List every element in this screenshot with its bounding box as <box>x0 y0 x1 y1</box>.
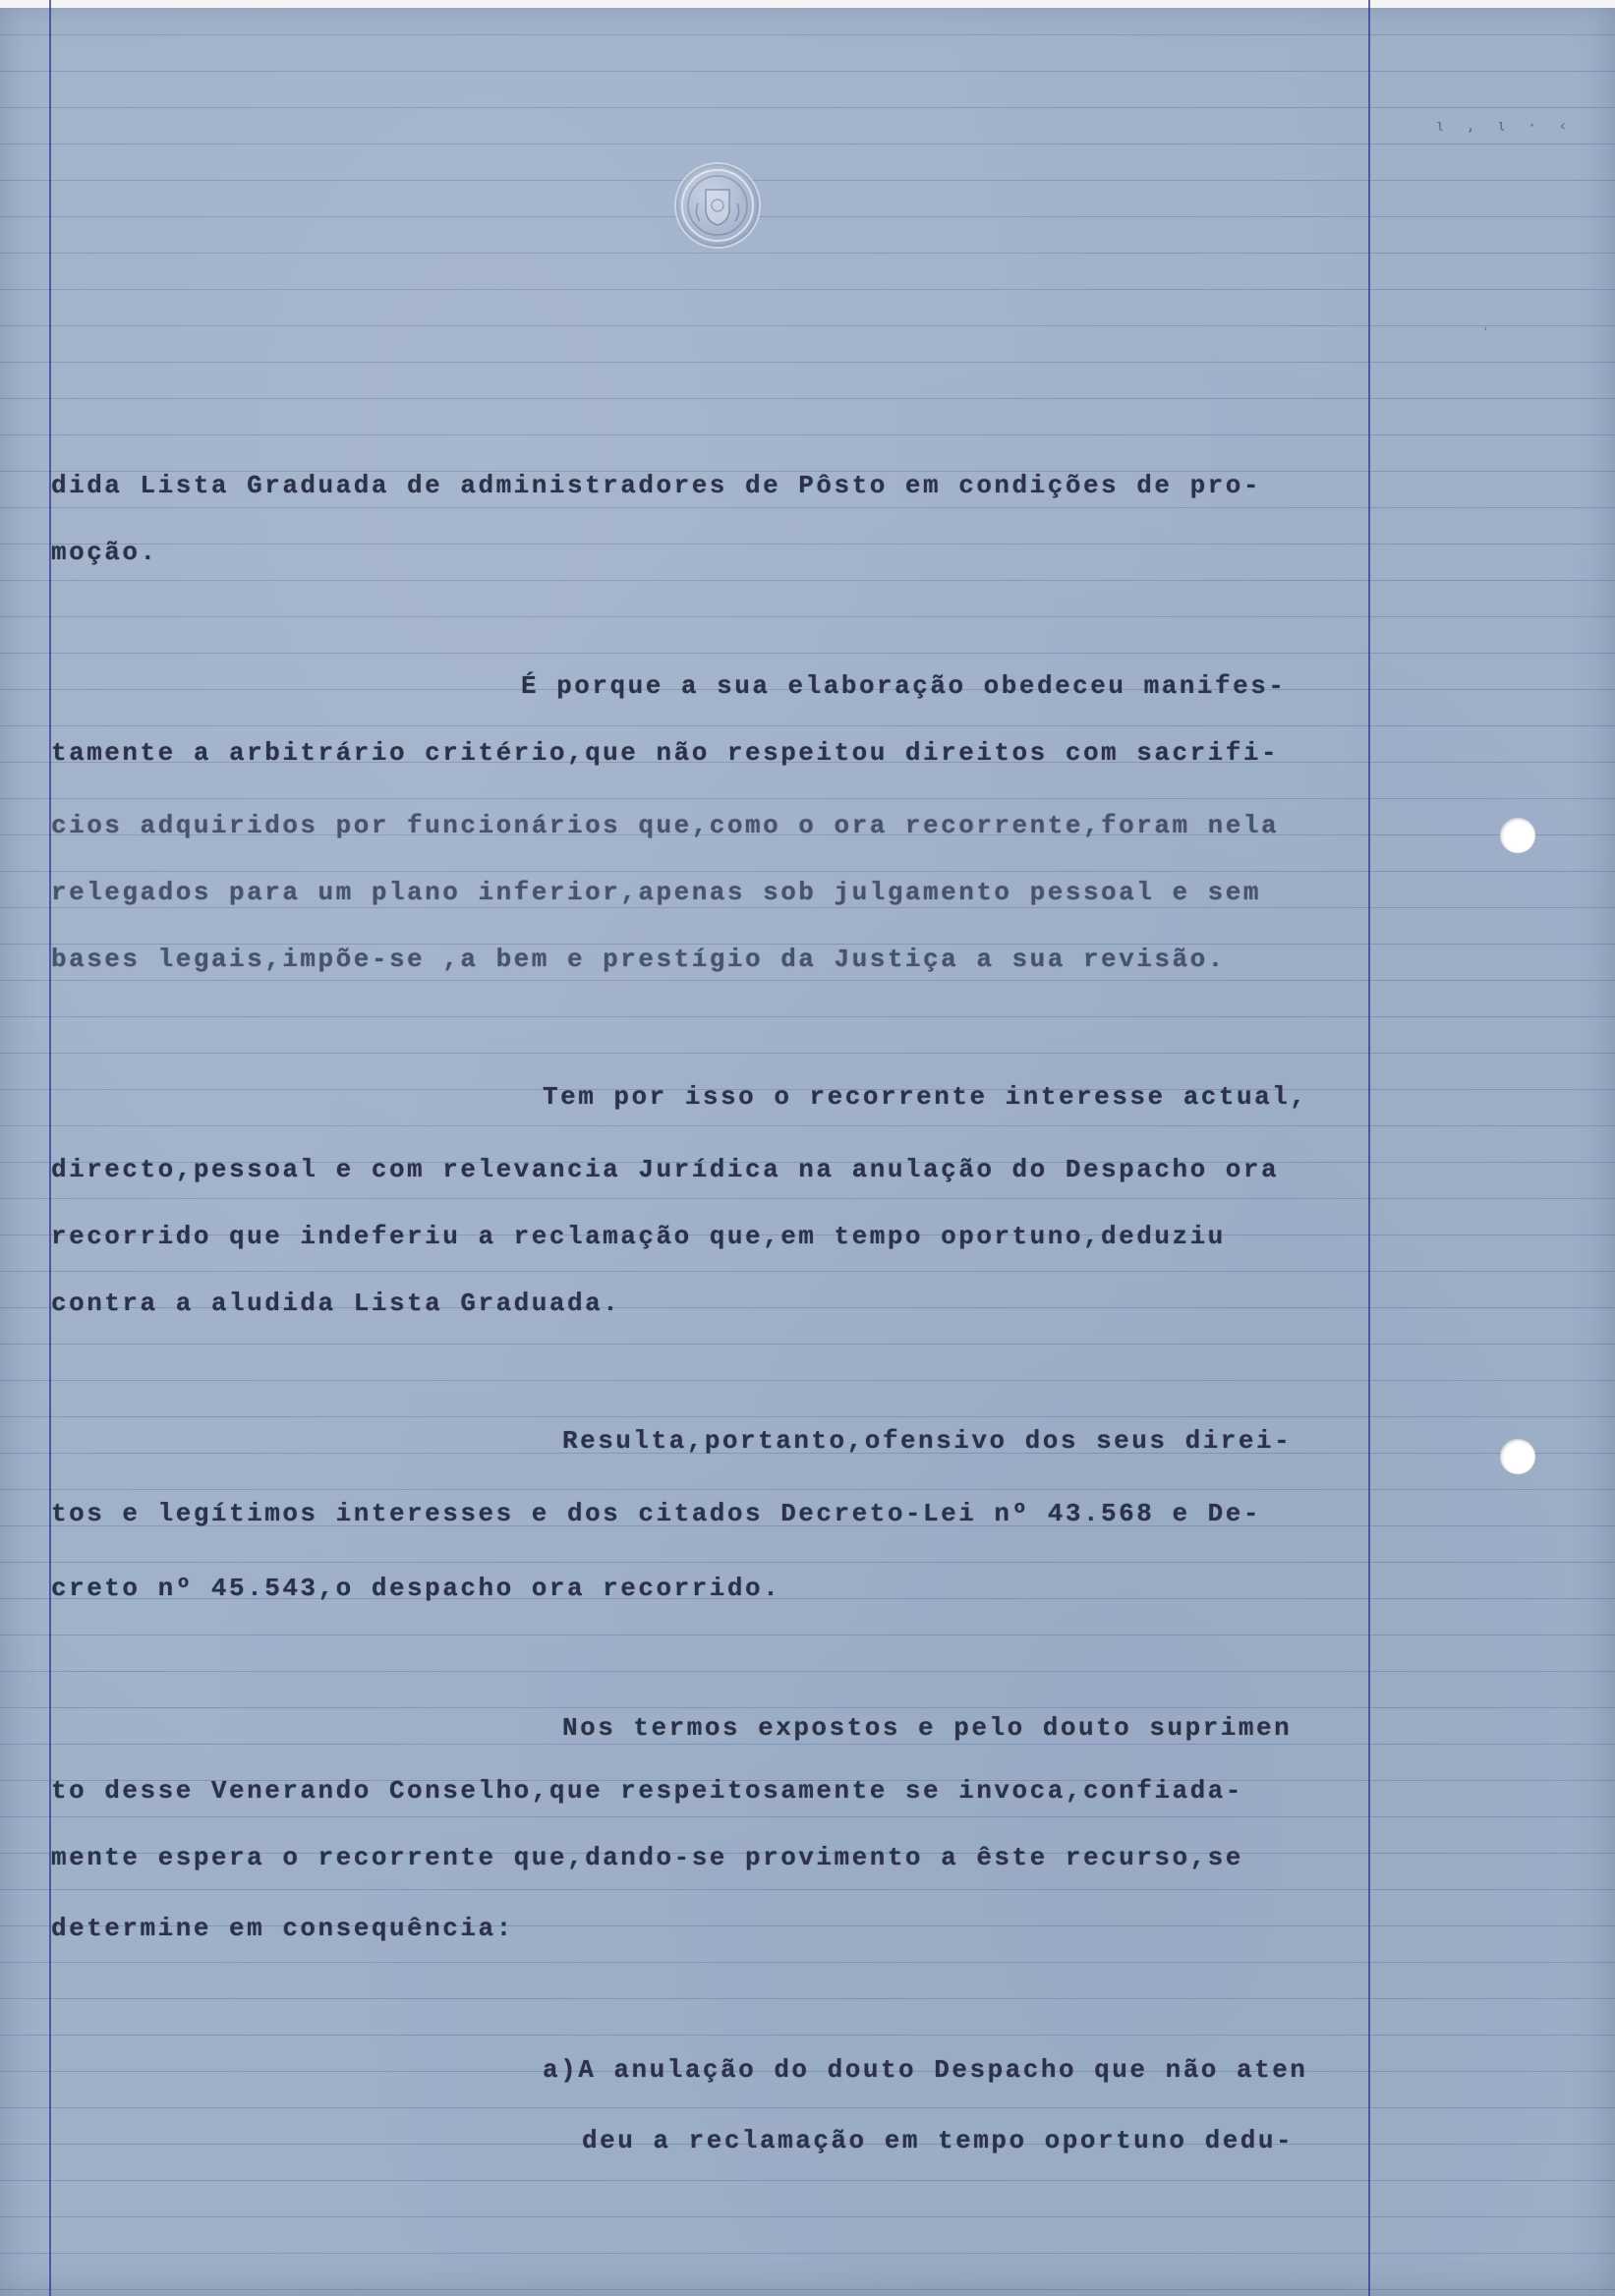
text-line: to desse Venerando Conselho,que respeitosamente se invoca,confiada- <box>51 1776 1243 1806</box>
text-line: cios adquiridos por funcionários que,como o ora recorrente,foram nela <box>51 811 1280 840</box>
text-line: Resulta,portanto,ofensivo dos seus direi- <box>562 1426 1293 1456</box>
punch-hole-lower <box>1500 1439 1535 1474</box>
right-margin-line <box>1368 0 1370 2296</box>
text-line: a)A anulação do douto Despacho que não aten <box>543 2055 1308 2085</box>
text-line: Nos termos expostos e pelo douto suprimen <box>562 1713 1293 1743</box>
text-line: tamente a arbitrário critério,que não respeitou direitos com sacrifi- <box>51 738 1280 768</box>
text-line: relegados para um plano inferior,apenas sob julgamento pessoal e sem <box>51 878 1261 907</box>
typewritten-text <box>51 0 1368 2296</box>
side-pencil-mark: ͺ <box>1480 311 1496 333</box>
text-line: creto nº 45.543,o despacho ora recorrido. <box>51 1574 781 1603</box>
text-line: Tem por isso o recorrente interesse actual, <box>543 1082 1308 1112</box>
text-line: recorrido que indeferiu a reclamação que,em tempo oportuno,deduziu <box>51 1222 1226 1251</box>
corner-pencil-marks: ι , ι · ‹ <box>1435 116 1574 135</box>
punch-hole-upper <box>1500 818 1535 853</box>
text-line: bases legais,impõe-se ,a bem e prestígio da Justiça a sua revisão. <box>51 945 1226 974</box>
text-line: determine em consequência: <box>51 1914 514 1943</box>
text-line: mente espera o recorrente que,dando-se provimento a êste recurso,se <box>51 1843 1243 1872</box>
text-line: dida Lista Graduada de administradores de Pôsto em condições de pro- <box>51 471 1261 500</box>
text-line: contra a aludida Lista Graduada. <box>51 1289 621 1318</box>
text-line: tos e legítimos interesses e dos citados Decreto-Lei nº 43.568 e De- <box>51 1499 1261 1528</box>
text-line: É porque a sua elaboração obedeceu manifes- <box>521 671 1287 701</box>
text-line: moção. <box>51 538 158 567</box>
text-line: deu a reclamação em tempo oportuno dedu- <box>582 2126 1295 2155</box>
text-line: directo,pessoal e com relevancia Jurídica na anulação do Despacho ora <box>51 1155 1280 1184</box>
